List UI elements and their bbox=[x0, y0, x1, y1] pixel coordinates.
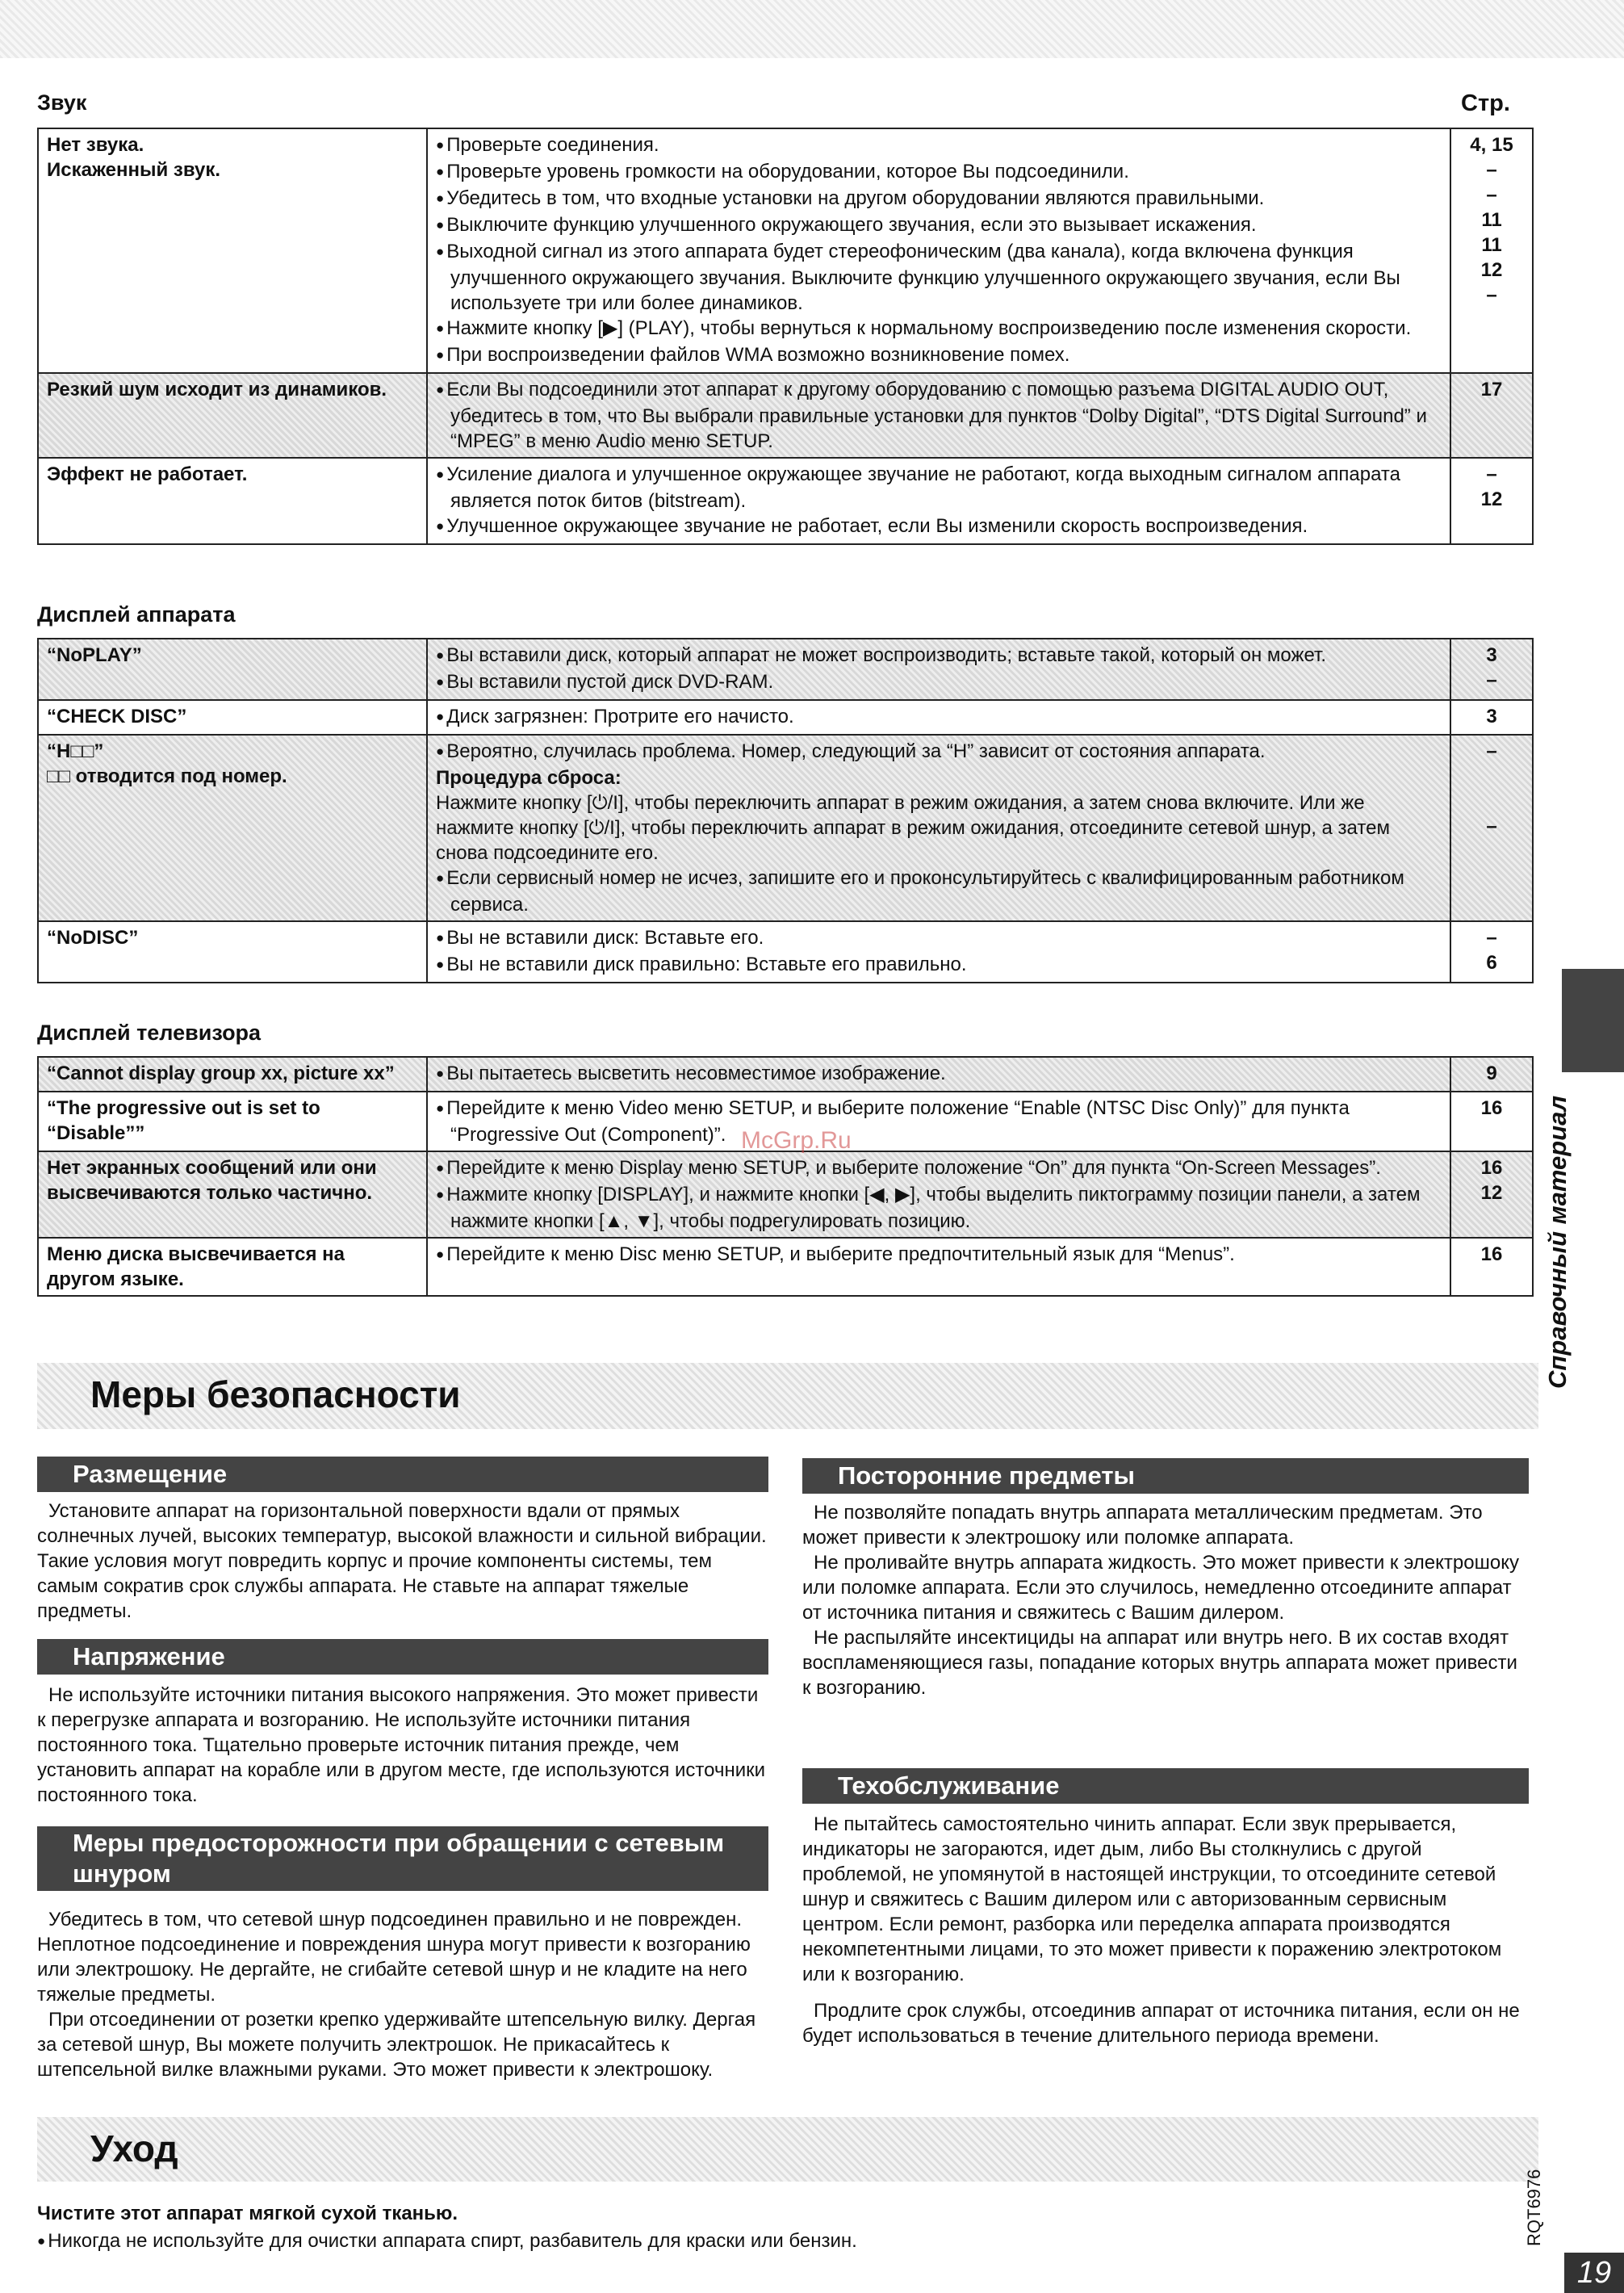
unit-display-table bbox=[37, 638, 1534, 983]
page-ref: – bbox=[1486, 159, 1497, 181]
voltage-heading: Напряжение bbox=[37, 1639, 768, 1675]
remedy-item: ● Вы пытаетесь высветить несовместимое изображение. bbox=[436, 1061, 1442, 1088]
placement-text bbox=[37, 1499, 768, 1624]
remedy-item: ● Вы вставили пустой диск DVD-RAM. bbox=[436, 669, 1442, 696]
page-ref: 11 bbox=[1481, 234, 1502, 256]
page-ref: – bbox=[1486, 284, 1497, 306]
problem-text: Искаженный звук. bbox=[47, 159, 221, 181]
table-row bbox=[38, 1057, 1533, 1092]
page-ref: 12 bbox=[1480, 259, 1503, 281]
page-ref: – bbox=[1486, 184, 1497, 206]
remedy-cell bbox=[427, 700, 1450, 735]
page-ref-spacer bbox=[1459, 764, 1524, 789]
page-ref: 12 bbox=[1480, 1182, 1503, 1204]
table-row bbox=[38, 735, 1533, 921]
page-ref: 6 bbox=[1486, 952, 1497, 974]
problem-text: □□ отводится под номер. bbox=[47, 765, 287, 787]
remedy-item: ● При воспроизведении файлов WMA возможно возникновение помех. bbox=[436, 342, 1442, 369]
foreign-objects-text bbox=[802, 1500, 1529, 1700]
problem-text: Эффект не работает. bbox=[47, 463, 248, 485]
remedy-item: ● Если сервисный номер не исчез, запишите его и проконсультируйтесь с квалифицированным работником сервиса. bbox=[436, 866, 1442, 917]
problem-text: Меню диска высвечивается на другом языке. bbox=[47, 1243, 345, 1290]
page-ref-cell bbox=[1450, 1238, 1533, 1296]
table-row bbox=[38, 700, 1533, 735]
service-heading: Техобслуживание bbox=[802, 1768, 1529, 1804]
care-title-band bbox=[37, 2117, 1538, 2182]
page-ref-cell bbox=[1450, 1151, 1533, 1238]
remedy-item: ● Проверьте уровень громкости на оборудовании, которое Вы подсоединили. bbox=[436, 159, 1442, 186]
remedy-cell bbox=[427, 373, 1450, 458]
problem-cell bbox=[38, 921, 427, 983]
page-ref: – bbox=[1486, 927, 1497, 949]
table-row bbox=[38, 921, 1533, 983]
remedy-cell bbox=[427, 735, 1450, 921]
page-ref: 12 bbox=[1480, 488, 1503, 510]
remedy-subheading: Процедура сброса: bbox=[436, 767, 622, 789]
section-title-unit-display: Дисплей аппарата bbox=[37, 602, 236, 627]
problem-text: Нет звука. bbox=[47, 134, 144, 156]
care-bullet-text: ● Никогда не используйте для очистки аппарата спирт, разбавитель для краски или бензин. bbox=[37, 2228, 857, 2256]
page-ref-cell bbox=[1450, 735, 1533, 921]
table-row bbox=[38, 458, 1533, 544]
safety-title: Меры безопасности bbox=[90, 1373, 461, 1415]
problem-text: Нет экранных сообщений или они высвечиваются только частично. bbox=[47, 1157, 377, 1204]
problem-cell bbox=[38, 1092, 427, 1151]
page-ref-cell bbox=[1450, 921, 1533, 983]
remedy-item: ● Усиление диалога и улучшенное окружающее звучание не работают, когда выходным сигналом аппарата является поток битов (bitstream). bbox=[436, 462, 1442, 514]
placement-heading: Размещение bbox=[37, 1457, 768, 1492]
remedy-item: ● Выключите функцию улучшенного окружающего звучания, если это вызывает искажения. bbox=[436, 212, 1442, 239]
page-column-header: Стр. bbox=[1461, 90, 1510, 116]
page-ref-spacer bbox=[1459, 789, 1524, 814]
remedy-item: ● Перейдите к меню Video меню SETUP, и выберите положение “Enable (NTSC Disc Only)” для пункта “Progressive Out (Component)”. bbox=[436, 1096, 1442, 1147]
paragraph: Не проливайте внутрь аппарата жидкость. Это может привести к электрошоку или поломке аппарата. Если это случилось, немедленно отсоедините аппарат от источника питания и свяжитесь с Вашим дилером. bbox=[802, 1552, 1519, 1624]
remedy-cell bbox=[427, 921, 1450, 983]
remedy-item: ● Вы вставили диск, который аппарат не может воспроизводить; вставьте такой, который он может. bbox=[436, 643, 1442, 669]
page-ref: 11 bbox=[1481, 209, 1502, 231]
remedy-cell bbox=[427, 1151, 1450, 1238]
remedy-item: ● Вы не вставили диск правильно: Вставьте его правильно. bbox=[436, 952, 1442, 979]
page-ref: 16 bbox=[1480, 1097, 1503, 1119]
paragraph: Продлите срок службы, отсоединив аппарат от источника питания, если он не будет использоваться в течение длительного периода времени. bbox=[802, 2000, 1520, 2047]
page-ref-cell bbox=[1450, 639, 1533, 700]
remedy-item: ● Перейдите к меню Display меню SETUP, и выберите положение “On” для пункта “On-Screen Messages”. bbox=[436, 1155, 1442, 1182]
section-title-tv-display: Дисплей телевизора bbox=[37, 1021, 262, 1045]
problem-cell bbox=[38, 700, 427, 735]
table-row bbox=[38, 373, 1533, 458]
paragraph: Не используйте источники питания высокого напряжения. Это может привести к перегрузке аппарата и возгоранию. Не используйте источники питания постоянного тока. Тщательно проверьте источник питания прежде, чем установить аппарат на корабле или в другом месте, где используются источники постоянного тока. bbox=[37, 1684, 766, 1806]
problem-cell bbox=[38, 373, 427, 458]
problem-text: “Cannot display group xx, picture xx” bbox=[47, 1063, 395, 1084]
remedy-item: ● Улучшенное окружающее звучание не работает, если Вы изменили скорость воспроизведения. bbox=[436, 514, 1442, 540]
watermark: McGrp.Ru bbox=[741, 1127, 852, 1154]
remedy-cell bbox=[427, 639, 1450, 700]
top-texture-band bbox=[0, 0, 1624, 58]
page-ref-cell bbox=[1450, 458, 1533, 544]
paragraph: Установите аппарат на горизонтальной поверхности вдали от прямых солнечных лучей, высоких температур, высокой влажности и сильной вибрации. Такие условия могут повредить корпус и прочие компоненты системы, тем самым сократив срок службы аппарата. Не ставьте на аппарат тяжелые предметы. bbox=[37, 1500, 767, 1622]
page-ref: 17 bbox=[1480, 379, 1503, 400]
page-ref: 4, 15 bbox=[1470, 134, 1513, 156]
paragraph: Не пытайтесь самостоятельно чинить аппарат. Если звук прерывается, индикаторы не загораются, идет дым, либо Вы столкнулись с другой проблемой, не упомянутой в настоящей инструкции, то отсоедините сетевой шнур и свяжитесь с Вашим дилером или с авторизованным сервисным центром. Если ремонт, разборка или переделка аппарата производятся некомпетентными лицами, то это может привести к поражению электротоком или к возгоранию. bbox=[802, 1813, 1502, 1985]
remedy-cell bbox=[427, 1092, 1450, 1151]
page-ref: 3 bbox=[1486, 706, 1497, 727]
side-tab-label: Справочный материал bbox=[1543, 1095, 1572, 1389]
problem-cell bbox=[38, 639, 427, 700]
foreign-objects-heading: Посторонние предметы bbox=[802, 1458, 1529, 1494]
table-row bbox=[38, 1151, 1533, 1238]
paragraph: Убедитесь в том, что сетевой шнур подсоединен правильно и не поврежден. Неплотное подсоединение и повреждения шнура могут привести к возгоранию или электрошоку. Не дергайте, не сгибайте сетевой шнур и не кладите на него тяжелые предметы. bbox=[37, 1909, 751, 2006]
remedy-item: ● Диск загрязнен: Протрите его начисто. bbox=[436, 704, 1442, 731]
page-ref: 9 bbox=[1486, 1063, 1497, 1084]
remedy-item: ● Вы не вставили диск: Вставьте его. bbox=[436, 925, 1442, 952]
problem-cell bbox=[38, 1151, 427, 1238]
problem-text: Резкий шум исходит из динамиков. bbox=[47, 379, 387, 400]
page-ref: – bbox=[1486, 740, 1497, 762]
sound-troubleshooting-table bbox=[37, 128, 1534, 545]
remedy-item: ● Если Вы подсоединили этот аппарат к другому оборудованию с помощью разъема DIGITAL AUDIO OUT, убедитесь в том, что Вы выбрали правильные установки для пунктов “Dolby Digital”, “DTS Digital Surround” и “MPEG” в меню Audio меню SETUP. bbox=[436, 377, 1442, 454]
remedy-item: ● Проверьте соединения. bbox=[436, 132, 1442, 159]
paragraph: При отсоединении от розетки крепко удерживайте штепсельную вилку. Дергая за сетевой шнур, Вы можете получить электрошок. Не прикасайтесь к штепсельной вилке влажными руками. Это может привести к электрошоку. bbox=[37, 2009, 756, 2081]
problem-text: “NoDISC” bbox=[47, 927, 139, 949]
tv-display-table bbox=[37, 1056, 1534, 1297]
table-row bbox=[38, 639, 1533, 700]
remedy-item: ● Нажмите кнопку [▶] (PLAY), чтобы вернуться к нормальному воспроизведению после изменения скорости. bbox=[436, 316, 1442, 342]
page-ref: 16 bbox=[1480, 1157, 1503, 1179]
problem-text: “H□□” bbox=[47, 740, 104, 762]
problem-text: “The progressive out is set to “Disable”” bbox=[47, 1097, 320, 1144]
remedy-item: ● Выходной сигнал из этого аппарата будет стереофоническим (два канала), когда включена функция улучшенного окружающего звучания. Выключите функцию улучшенного окружающего звучания, если Вы используете три или более динамиков. bbox=[436, 239, 1442, 316]
problem-cell bbox=[38, 128, 427, 373]
page-ref: 16 bbox=[1480, 1243, 1503, 1265]
cord-heading: Меры предосторожности при обращении с сетевым шнуром bbox=[37, 1826, 768, 1891]
remedy-item: ● Убедитесь в том, что входные установки на другом оборудовании являются правильными. bbox=[436, 186, 1442, 212]
problem-text: “NoPLAY” bbox=[47, 644, 142, 666]
page-ref: – bbox=[1486, 463, 1497, 485]
page-ref: – bbox=[1486, 815, 1497, 837]
remedy-item: ● Нажмите кнопку [DISPLAY], и нажмите кнопки [◀, ▶], чтобы выделить пиктограмму позиции панели, а затем нажмите кнопки [▲, ▼], чтобы подрегулировать позицию. bbox=[436, 1182, 1442, 1234]
remedy-cell bbox=[427, 1238, 1450, 1296]
section-title-sound: Звук bbox=[37, 90, 87, 115]
model-code: RQT6976 bbox=[1524, 2169, 1544, 2246]
remedy-procedure: Нажмите кнопку [⏻/I], чтобы переключить аппарат в режим ожидания, а затем снова включите. Или же нажмите кнопку [⏻/I], чтобы переключить аппарат в режим ожидания, отсоедините сетевой шнур, а затем снова подсоедините его. bbox=[436, 792, 1390, 864]
page-number: 19 bbox=[1564, 2253, 1624, 2293]
care-title: Уход bbox=[90, 2127, 178, 2169]
table-row bbox=[38, 1238, 1533, 1296]
care-bullet bbox=[37, 2228, 857, 2256]
remedy-item: ● Перейдите к меню Disc меню SETUP, и выберите предпочтительный язык для “Menus”. bbox=[436, 1242, 1442, 1268]
care-bold-line: Чистите этот аппарат мягкой сухой тканью. bbox=[37, 2203, 458, 2224]
paragraph: Не позволяйте попадать внутрь аппарата металлическим предметам. Это может привести к электрошоку или поломке аппарата. bbox=[802, 1502, 1483, 1549]
remedy-cell bbox=[427, 1057, 1450, 1092]
page-ref: – bbox=[1486, 669, 1497, 691]
page-ref-cell bbox=[1450, 1092, 1533, 1151]
paragraph: Не распыляйте инсектициды на аппарат или внутрь него. В их состав входят воспламеняющиеся газы, попадание которых внутрь аппарата может привести к возгоранию. bbox=[802, 1627, 1517, 1699]
page-ref-cell bbox=[1450, 700, 1533, 735]
cord-text bbox=[37, 1907, 768, 2082]
remedy-item: ● Вероятно, случилась проблема. Номер, следующий за “H” зависит от состояния аппарата. bbox=[436, 739, 1442, 765]
remedy-cell bbox=[427, 128, 1450, 373]
problem-cell bbox=[38, 1238, 427, 1296]
voltage-text bbox=[37, 1683, 768, 1808]
table-row bbox=[38, 128, 1533, 373]
remedy-cell bbox=[427, 458, 1450, 544]
safety-title-band bbox=[37, 1363, 1538, 1429]
page-ref-cell bbox=[1450, 1057, 1533, 1092]
problem-cell bbox=[38, 458, 427, 544]
problem-cell bbox=[38, 1057, 427, 1092]
problem-text: “CHECK DISC” bbox=[47, 706, 187, 727]
page-ref-cell bbox=[1450, 373, 1533, 458]
problem-cell bbox=[38, 735, 427, 921]
page-ref-cell bbox=[1450, 128, 1533, 373]
page-ref: 3 bbox=[1486, 644, 1497, 666]
service-text bbox=[802, 1812, 1529, 2048]
